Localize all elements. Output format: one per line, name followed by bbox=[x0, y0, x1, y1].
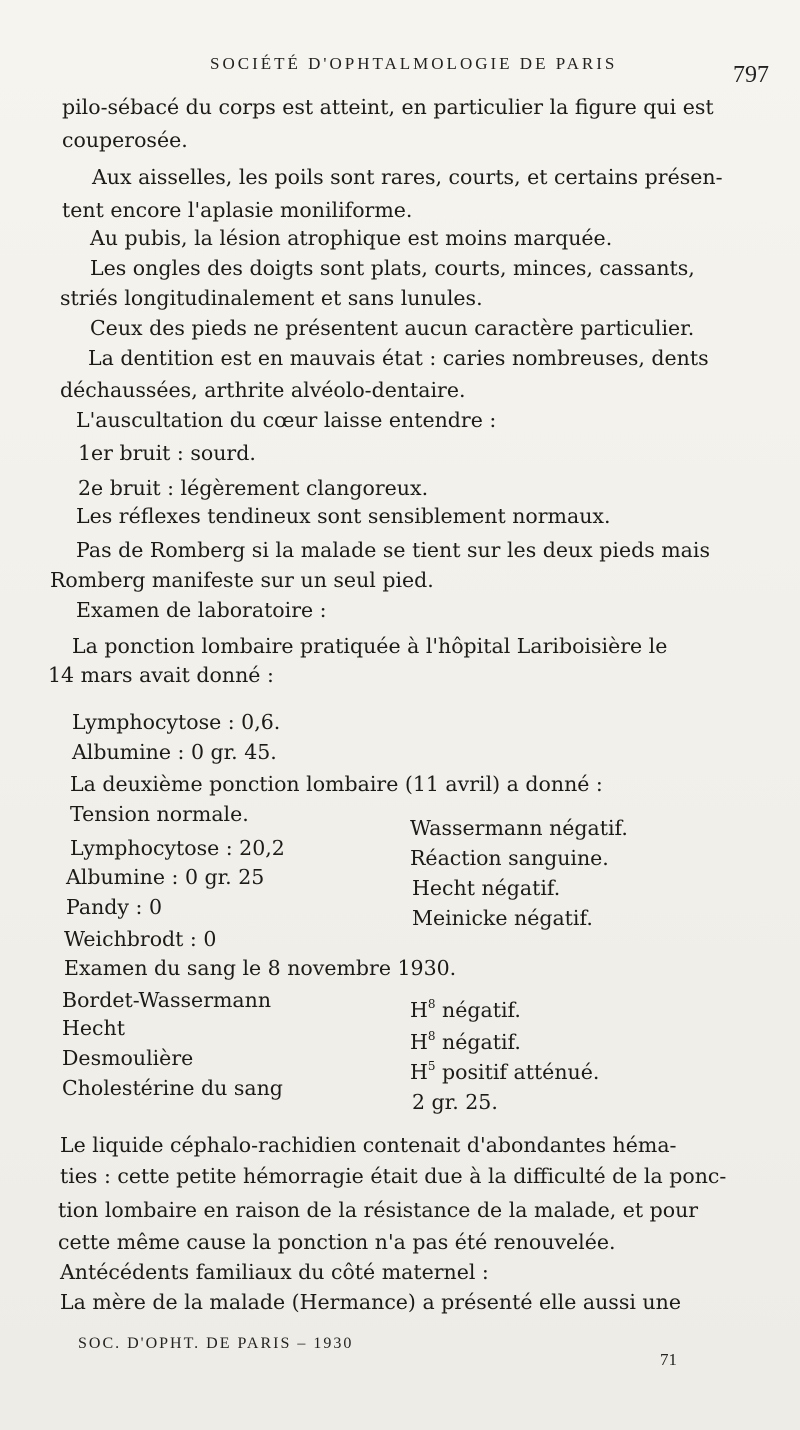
text-line: striés longitudinalement et sans lunules. bbox=[60, 286, 483, 310]
blood-test-result: 2 gr. 25. bbox=[412, 1090, 498, 1114]
text-line: L'auscultation du cœur laisse entendre : bbox=[76, 408, 497, 432]
text-line: ties : cette petite hémorragie était due à la difficulté de la ponc- bbox=[60, 1164, 727, 1188]
text-line: 2e bruit : légèrement clangoreux. bbox=[78, 476, 429, 500]
text-line: Romberg manifeste sur un seul pied. bbox=[50, 568, 434, 592]
text-line: déchaussées, arthrite alvéolo-dentaire. bbox=[60, 378, 466, 402]
text-line: tion lombaire en raison de la résistance de la malade, et pour bbox=[58, 1198, 699, 1222]
text-line: Les ongles des doigts sont plats, courts, minces, cassants, bbox=[90, 256, 695, 280]
text-line: La deuxième ponction lombaire (11 avril) a donné : bbox=[70, 772, 603, 796]
text-line: Examen de laboratoire : bbox=[76, 598, 327, 622]
text-line: La ponction lombaire pratiquée à l'hôpital Lariboisière le bbox=[72, 634, 668, 658]
text-line: cette même cause la ponction n'a pas été renouvelée. bbox=[58, 1230, 616, 1254]
text-line: La mère de la malade (Hermance) a présenté elle aussi une bbox=[60, 1290, 681, 1314]
blood-test-result: $H^8$ négatif. bbox=[410, 1029, 521, 1054]
lab-left-item: Tension normale. bbox=[70, 802, 249, 826]
text-line: Albumine : 0 gr. 45. bbox=[72, 740, 277, 764]
blood-test-name: Cholestérine du sang bbox=[62, 1076, 283, 1100]
lab-right-item: Réaction sanguine. bbox=[410, 846, 609, 870]
blood-test-result: $H^5$ positif atténué. bbox=[410, 1059, 600, 1084]
blood-test-name: Hecht bbox=[62, 1016, 125, 1040]
running-head: SOCIÉTÉ D'OPHTALMOLOGIE DE PARIS bbox=[210, 54, 618, 73]
blood-test-name: Desmoulière bbox=[62, 1046, 194, 1070]
text-line: 14 mars avait donné : bbox=[48, 663, 274, 687]
footer-journal: SOC. D'OPHT. DE PARIS – 1930 bbox=[78, 1335, 354, 1352]
lab-right-item: Wassermann négatif. bbox=[410, 816, 628, 840]
blood-test-result: $H^8$ négatif. bbox=[410, 997, 521, 1022]
text-line: tent encore l'aplasie moniliforme. bbox=[62, 198, 413, 222]
text-line: 1er bruit : sourd. bbox=[78, 441, 256, 465]
blood-test-name: Bordet-Wassermann bbox=[62, 988, 272, 1012]
text-line: Au pubis, la lésion atrophique est moins marquée. bbox=[90, 226, 613, 250]
text-line: Ceux des pieds ne présentent aucun caractère particulier. bbox=[90, 316, 695, 340]
text-line: couperosée. bbox=[62, 128, 188, 152]
blood-exam-title: Examen du sang le 8 novembre 1930. bbox=[64, 956, 457, 980]
text-line: Les réflexes tendineux sont sensiblement normaux. bbox=[76, 504, 611, 528]
text-line: Antécédents familiaux du côté maternel : bbox=[60, 1260, 489, 1284]
lab-left-item: Lymphocytose : 20,2 bbox=[70, 836, 285, 860]
text-line: Pas de Romberg si la malade se tient sur les deux pieds mais bbox=[76, 538, 710, 562]
lab-right-item: Hecht négatif. bbox=[412, 876, 561, 900]
text-line: Le liquide céphalo-rachidien contenait d'abondantes héma- bbox=[60, 1133, 677, 1157]
lab-right-item: Meinicke négatif. bbox=[412, 906, 593, 930]
lab-left-item: Pandy : 0 bbox=[66, 895, 162, 919]
text-line: Aux aisselles, les poils sont rares, courts, et certains présen- bbox=[92, 165, 723, 189]
page-number: 797 bbox=[733, 62, 769, 88]
lab-left-item: Albumine : 0 gr. 25 bbox=[66, 865, 265, 889]
lab-left-item: Weichbrodt : 0 bbox=[64, 927, 217, 951]
text-line: pilo-sébacé du corps est atteint, en particulier la figure qui est bbox=[62, 95, 714, 119]
text-line: Lymphocytose : 0,6. bbox=[72, 710, 281, 734]
text-line: La dentition est en mauvais état : caries nombreuses, dents bbox=[88, 346, 709, 370]
footer-signature-number: 71 bbox=[660, 1350, 677, 1369]
